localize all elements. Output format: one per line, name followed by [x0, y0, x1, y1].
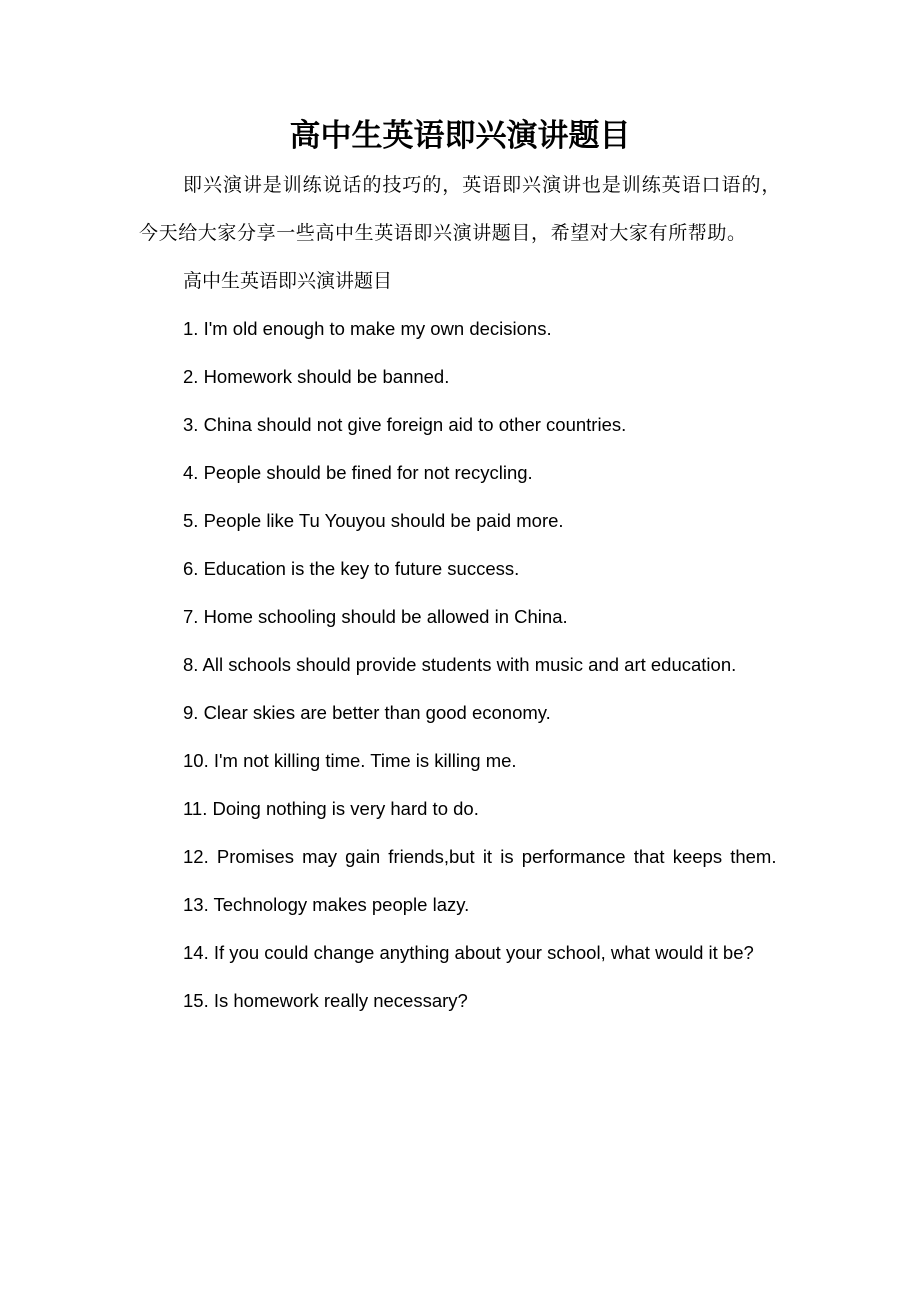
topic-item: 1. I'm old enough to make my own decisions.: [183, 318, 552, 339]
topic-item: 5. People like Tu Youyou should be paid more.: [183, 510, 564, 531]
topics-subheading: 高中生英语即兴演讲题目: [183, 270, 393, 292]
topic-item: 14. If you could change anything about your school, what would it be?: [183, 942, 754, 963]
topic-item: 7. Home schooling should be allowed in China.: [183, 606, 568, 627]
topic-item: 3. China should not give foreign aid to other countries.: [183, 414, 627, 435]
intro-paragraph: 即兴演讲是训练说话的技巧的，英语即兴演讲也是训练英语口语的，今天给大家分享一些高中生英语即兴演讲题目，希望对大家有所帮助。: [139, 174, 781, 244]
document-title: 高中生英语即兴演讲题目: [289, 118, 631, 154]
document-body: [139, 161, 781, 1025]
topic-item: 12. Promises may gain friends,but it is performance that keeps them.: [183, 846, 777, 867]
topic-item: 11. Doing nothing is very hard to do.: [183, 798, 479, 819]
topic-item: 2. Homework should be banned.: [183, 366, 450, 387]
topic-item: 10. I'm not killing time. Time is killing me.: [183, 750, 517, 771]
topic-item: 6. Education is the key to future success.: [183, 558, 520, 579]
topic-item: 9. Clear skies are better than good economy.: [183, 702, 551, 723]
topic-item: 13. Technology makes people lazy.: [183, 894, 470, 915]
topic-item: 15. Is homework really necessary?: [183, 990, 468, 1011]
topic-item: 8. All schools should provide students with music and art education.: [183, 654, 737, 675]
topic-item: 4. People should be fined for not recycling.: [183, 462, 533, 483]
topic-list: [139, 305, 781, 1025]
